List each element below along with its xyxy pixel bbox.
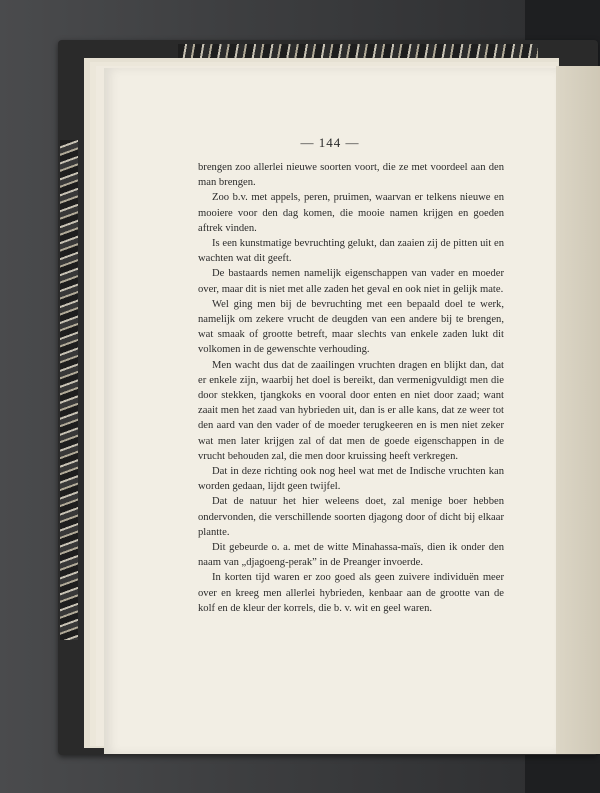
paragraph: Dat in deze richting ook nog heel wat met de Indische vruchten kan worden gedaan, lijdt geen twijfel.: [198, 466, 504, 493]
paragraph: De bastaards nemen namelijk eigenschappen van vader en moeder over, maar dit is niet met alle zaden het geval en ook niet in gelijk mate.: [198, 268, 504, 295]
page-number: — 144 —: [300, 135, 360, 150]
paragraph: Dit gebeurde o. a. met de witte Minahassa-maïs, dien ik onder den naam van „djagoeng-perak” in de Preanger invoerde.: [198, 542, 504, 569]
paragraph: brengen zoo allerlei nieuwe soorten voort, die ze met voordeel aan den man brengen.: [198, 162, 504, 189]
paragraph: Men wacht dus dat de zaailingen vruchten dragen en blijkt dan, dat er enkele zijn, waarbij het doel is bereikt, dan vermenigvuldigt men die door stekken, tjangkoks en vooral door enten en niet door zaad; want zaait men het zaad van hybrieden uit, dan is er alle kans, dat ze weer tot den aard van den vader of de moeder terugkeeren en is men niet zeker wat men later krijgen zal of dat men de goede eigenschappen in de vrucht behouden zal, die men door kruissing heeft verkregen.: [198, 359, 504, 462]
facing-page-edge: [556, 66, 600, 754]
paragraph: Is een kunstmatige bevruchting gelukt, dan zaaien zij de pitten uit en wachten wat dit geeft.: [198, 238, 504, 265]
paragraph: Zoo b.v. met appels, peren, pruimen, waarvan er telkens nieuwe en mooiere voor den dag komen, die mooie namen krijgen en goeden aftrek vinden.: [198, 192, 504, 234]
book-page: [104, 68, 556, 754]
marbled-spine-edge: [60, 140, 78, 640]
paragraph: Wel ging men bij de bevruchting met een bepaald doel te werk, namelijk om zekere vrucht de deugden van een andere bij te brengen, wat smaak of grootte betreft, maar slechts van enkele zaden lukt dit volkomen in de gewenschte verhouding.: [198, 298, 504, 356]
body-text: [198, 160, 504, 616]
paragraph: Dat de natuur het hier weleens doet, zal menige boer hebben ondervonden, die verschillende soorten djagong door of dicht bij elkaar plantte.: [198, 496, 504, 538]
paragraph: In korten tijd waren er zoo goed als geen zuivere individuën meer over en kreeg men allerlei hybrieden, kenbaar aan de grootte van de kolf en de kleur der korrels, die b. v. wit en geel waren.: [198, 572, 504, 614]
